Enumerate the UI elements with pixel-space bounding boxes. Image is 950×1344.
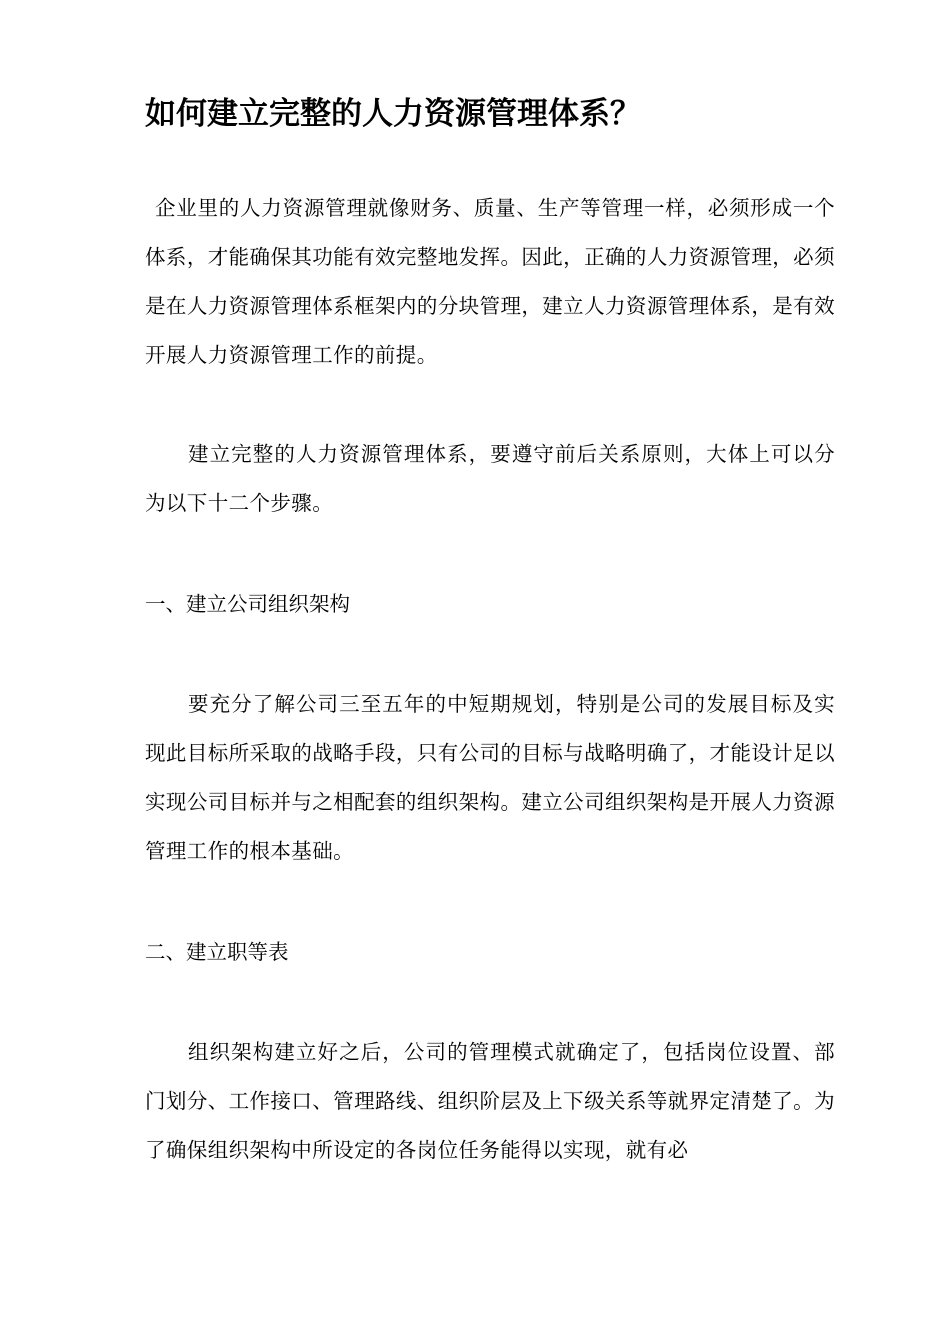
overview-paragraph: 建立完整的人力资源管理体系，要遵守前后关系原则，大体上可以分为以下十二个步骤。 xyxy=(145,442,835,515)
document-title: 如何建立完整的人力资源管理体系？ xyxy=(145,96,641,132)
intro-paragraph: 企业里的人力资源管理就像财务、质量、生产等管理一样，必须形成一个体系，才能确保其功能有效完整地发挥。因此，正确的人力资源管理，必须是在人力资源管理体系框架内的分块管理，建立人力资源管理体系，是有效开展人力资源管理工作的前提。 xyxy=(145,196,835,367)
section-1-body: 要充分了解公司三至五年的中短期规划，特别是公司的发展目标及实现此目标所采取的战略手段，只有公司的目标与战略明确了，才能设计足以实现公司目标并与之相配套的组织架构。建立公司组织架构是开展人力资源管理工作的根本基础。 xyxy=(145,692,835,863)
section-2-body: 组织架构建立好之后，公司的管理模式就确定了，包括岗位设置、部门划分、工作接口、管理路线、组织阶层及上下级关系等就界定清楚了。为了确保组织架构中所设定的各岗位任务能得以实现，就有必 xyxy=(145,1040,835,1162)
section-2-heading: 二、建立职等表 xyxy=(145,940,289,964)
section-1-heading: 一、建立公司组织架构 xyxy=(145,592,350,616)
